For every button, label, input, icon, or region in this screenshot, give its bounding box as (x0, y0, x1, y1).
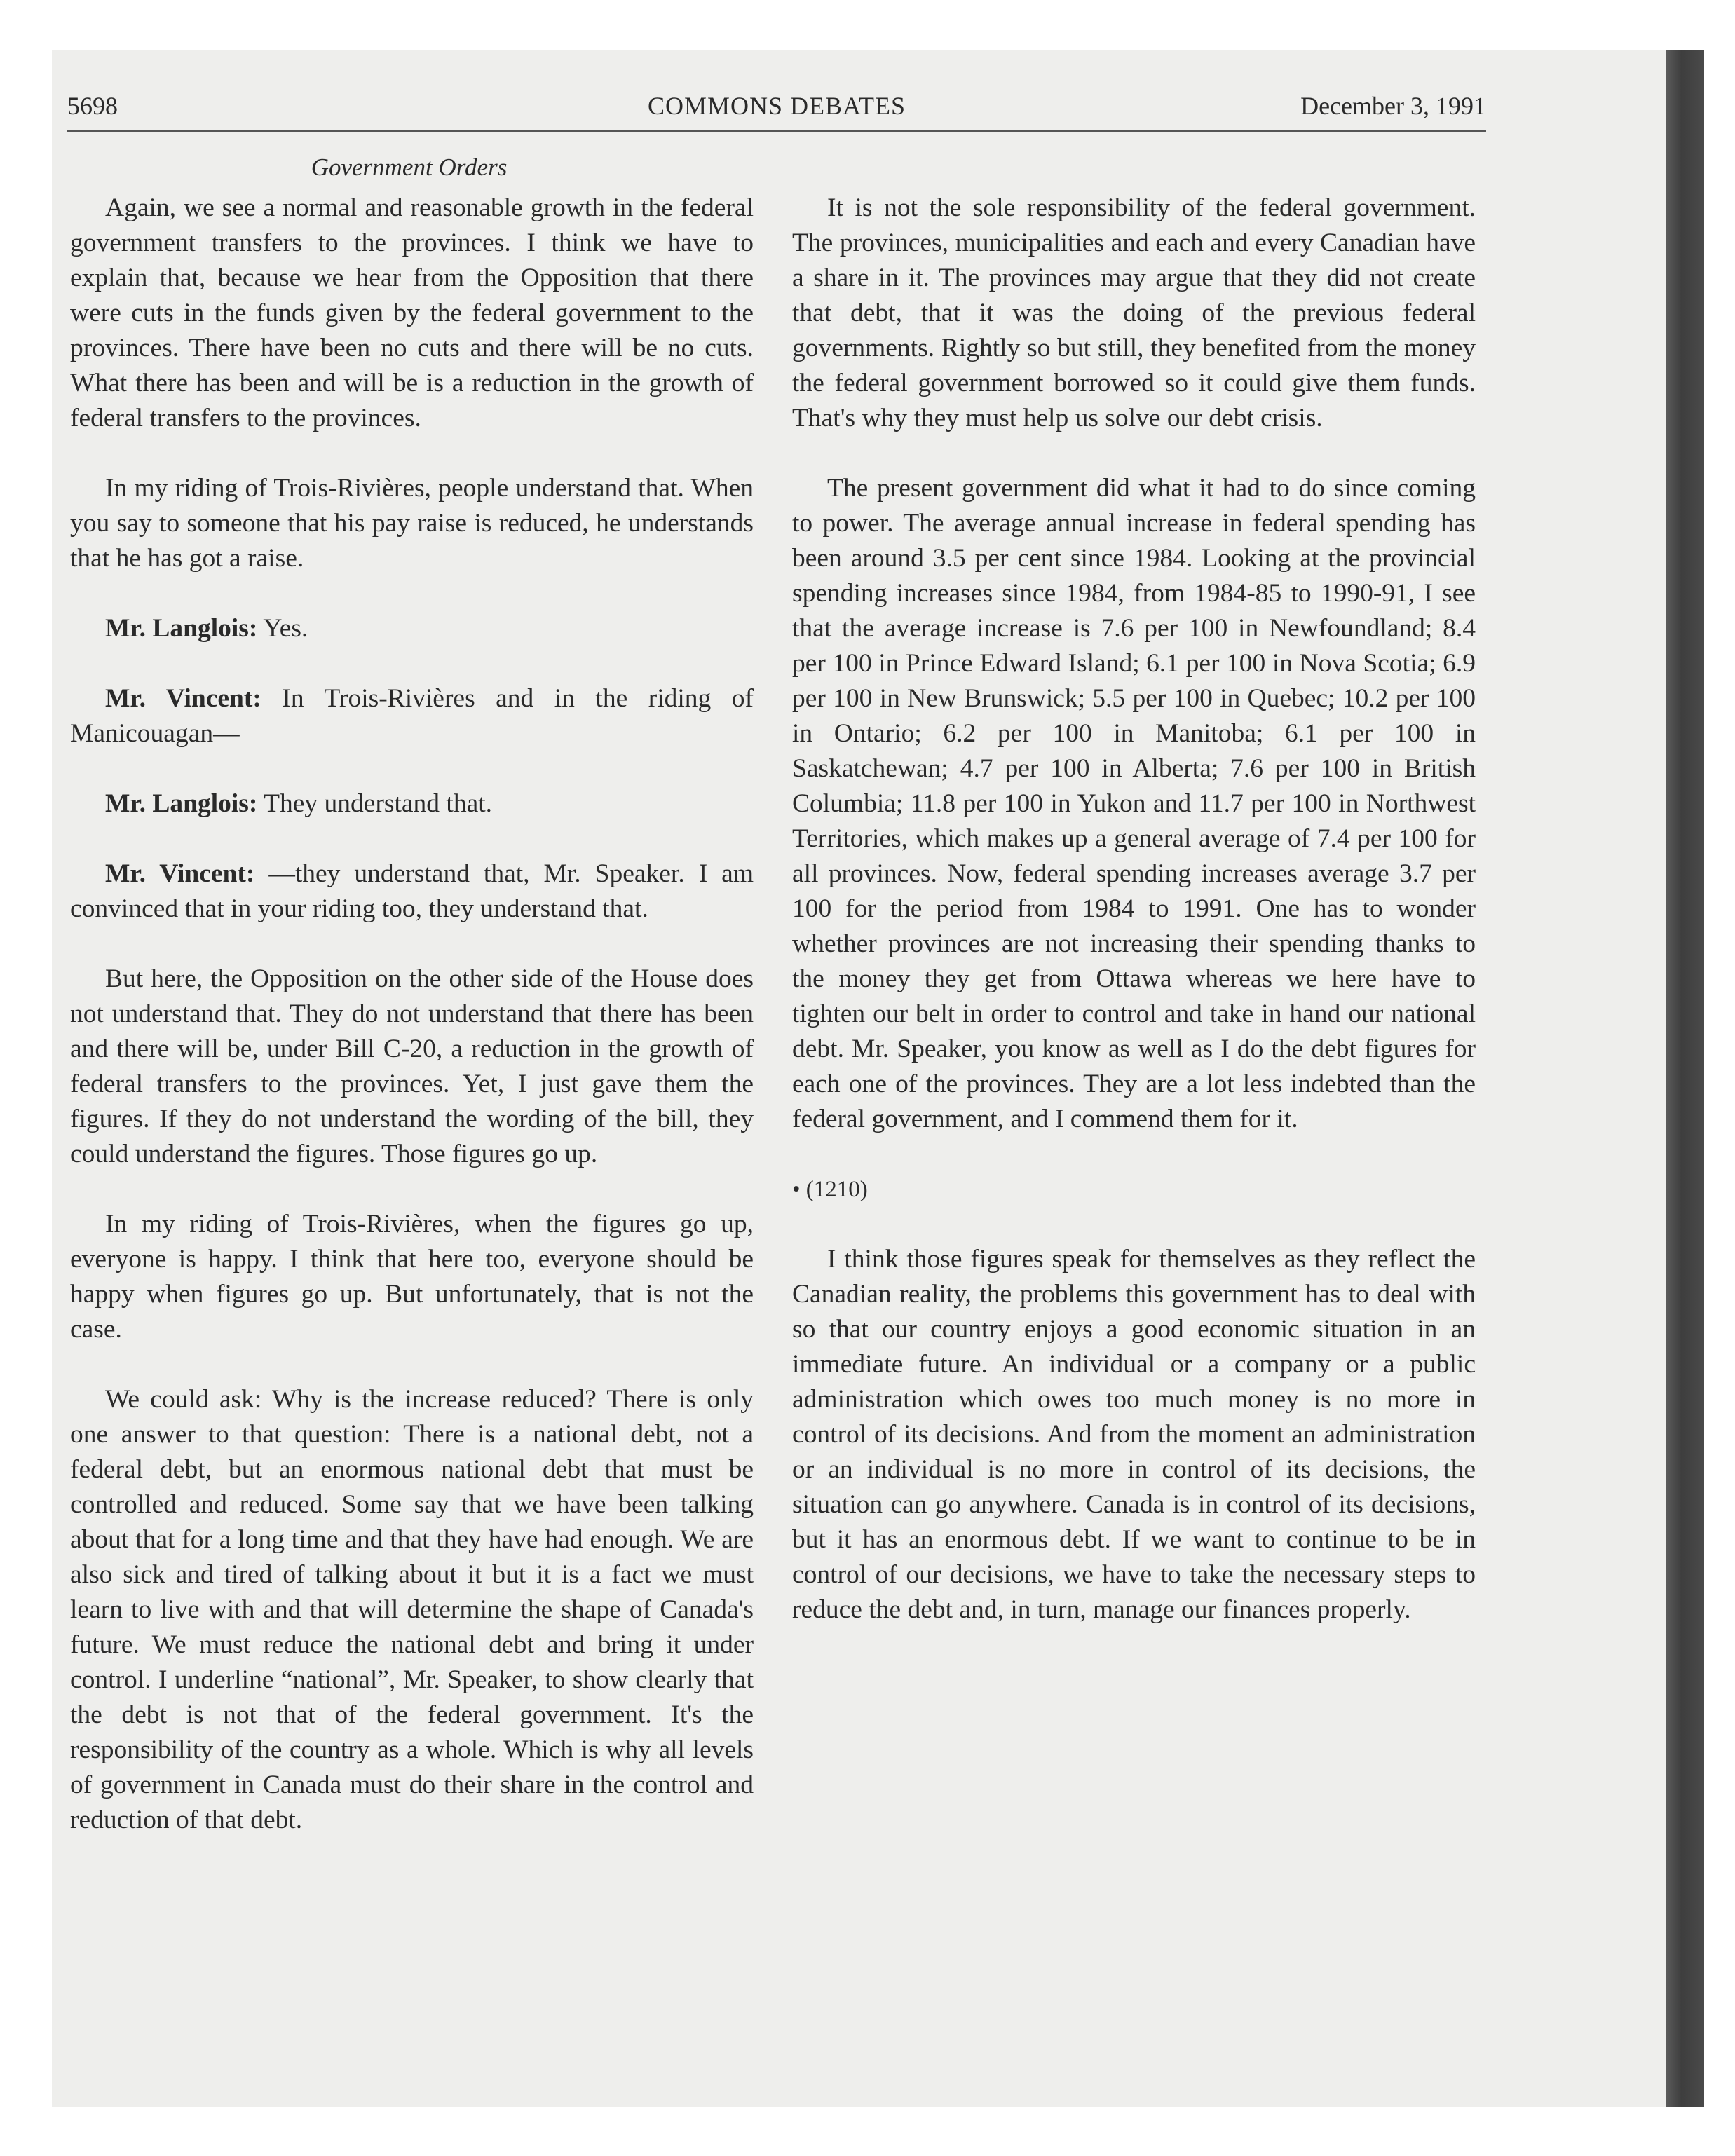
publication-title: COMMONS DEBATES (647, 92, 906, 120)
speech-text: Yes. (257, 614, 308, 643)
page-number: 5698 (67, 92, 118, 120)
paragraph: In my riding of Trois-Rivières, when the figures go up, everyone is happy. I think that here too, everyone should be happy when figures go up. But unfortunately, that is not the case. (70, 1210, 754, 1344)
running-head (67, 81, 1486, 132)
paragraph: But here, the Opposition on the other side of the House does not understand that. They do not understand that there has been and there will be, under Bill C-20, a reduction in the growth of federal transfers to the provinces. Yet, I just gave them the figures. If they do not understand the wording of the bill, they could understand the figures. Those figures go up. (70, 964, 754, 1168)
section-title: Government Orders (311, 153, 508, 181)
publication-date: December 3, 1991 (1300, 92, 1486, 120)
paragraph: I think those figures speak for themselves as they reflect the Canadian reality, the problems this government has to deal with so that our country enjoys a good economic situation in an immediate future. An individual or a company or a public administration which owes too much money is no more in control of its decisions. And from the moment an administration or an individual is no more in control of its decisions, the situation can go anywhere. Canada is in control of its decisions, but it has an enormous debt. If we want to continue to be in control of our decisions, we have to take the necessary steps to reduce the debt and, in turn, manage our finances properly. (792, 1245, 1476, 1624)
left-column (70, 191, 754, 1838)
speaker-name: Mr. Langlois: (105, 789, 258, 818)
speech-paragraph (70, 857, 754, 927)
paragraph: We could ask: Why is the increase reduced? There is only one answer to that question: There is a national debt, not a federal debt, but an enormous national debt that must be controlled and reduced. Some say that we have been talking about that for a long time and that they have had enough. We are also sick and tired of talking about it but it is a fact we must learn to live with and that will determine the shape of Canada's future. We must reduce the national debt and bring it under control. I underline “national”, Mr. Speaker, to show clearly that the debt is not that of the federal government. It's the responsibility of the country as a whole. Which is why all levels of government in Canada must do their share in the control and reduction of that debt. (70, 1385, 754, 1834)
paragraph: In my riding of Trois-Rivières, people understand that. When you say to someone that his pay raise is reduced, he understands that he has got a raise. (70, 474, 754, 573)
speech-paragraph (70, 681, 754, 751)
scan-edge-shadow (1666, 50, 1704, 2107)
speaker-name: Mr. Vincent: (105, 859, 255, 888)
paragraph: The present government did what it had to do since coming to power. The average annual increase in federal spending has been around 3.5 per cent since 1984. Looking at the provincial spending increases since 1984, from 1984-85 to 1990-91, I see that the average increase is 7.6 per 100 in Newfoundland; 8.4 per 100 in Prince Edward Island; 6.1 per 100 in Nova Scotia; 6.9 per 100 in New Brunswick; 5.5 per 100 in Quebec; 10.2 per 100 in Ontario; 6.2 per 100 in Manitoba; 6.1 per 100 in Saskatchewan; 4.7 per 100 in Alberta; 7.6 per 100 in British Columbia; 11.8 per 100 in Yukon and 11.7 per 100 in Northwest Territories, which makes up a general average of 7.4 per 100 for all provinces. Now, federal spending increases average 3.7 per 100 for the period from 1984 to 1991. One has to wonder whether provinces are not increasing their spending thanks to the money they get from Ottawa whereas we here have to tighten our belt in order to control and take in hand our national debt. Mr. Speaker, you know as well as I do the debt figures for each one of the provinces. They are a lot less indebted than the federal government, and I commend them for it. (792, 474, 1476, 1133)
speaker-name: Mr. Vincent: (105, 684, 261, 713)
paragraph: Again, we see a normal and reasonable growth in the federal government transfers to the provinces. I think we have to explain that, because we hear from the Opposition that there were cuts in the funds given by the federal government to the provinces. There have been no cuts and there will be no cuts. What there has been and will be is a reduction in the growth of federal transfers to the provinces. (70, 193, 754, 432)
time-marker: • (1210) (792, 1177, 868, 1202)
speech-text: In Trois-Rivières and in the riding of Manicouagan— (70, 684, 754, 748)
paragraph: It is not the sole responsibility of the federal government. The provinces, municipalities and each and every Canadian have a share in it. The provinces may argue that they did not create that debt, that it was the doing of the previous federal governments. Rightly so but still, they benefited from the money the federal government borrowed so it could give them funds. That's why they must help us solve our debt crisis. (792, 193, 1476, 432)
speech-paragraph (70, 786, 754, 821)
speech-paragraph (70, 611, 754, 646)
speaker-name: Mr. Langlois: (105, 614, 258, 643)
right-column (792, 191, 1476, 1628)
speech-text: —they understand that, Mr. Speaker. I am convinced that in your riding too, they understand that. (70, 859, 754, 923)
speech-text: They understand that. (257, 789, 493, 818)
